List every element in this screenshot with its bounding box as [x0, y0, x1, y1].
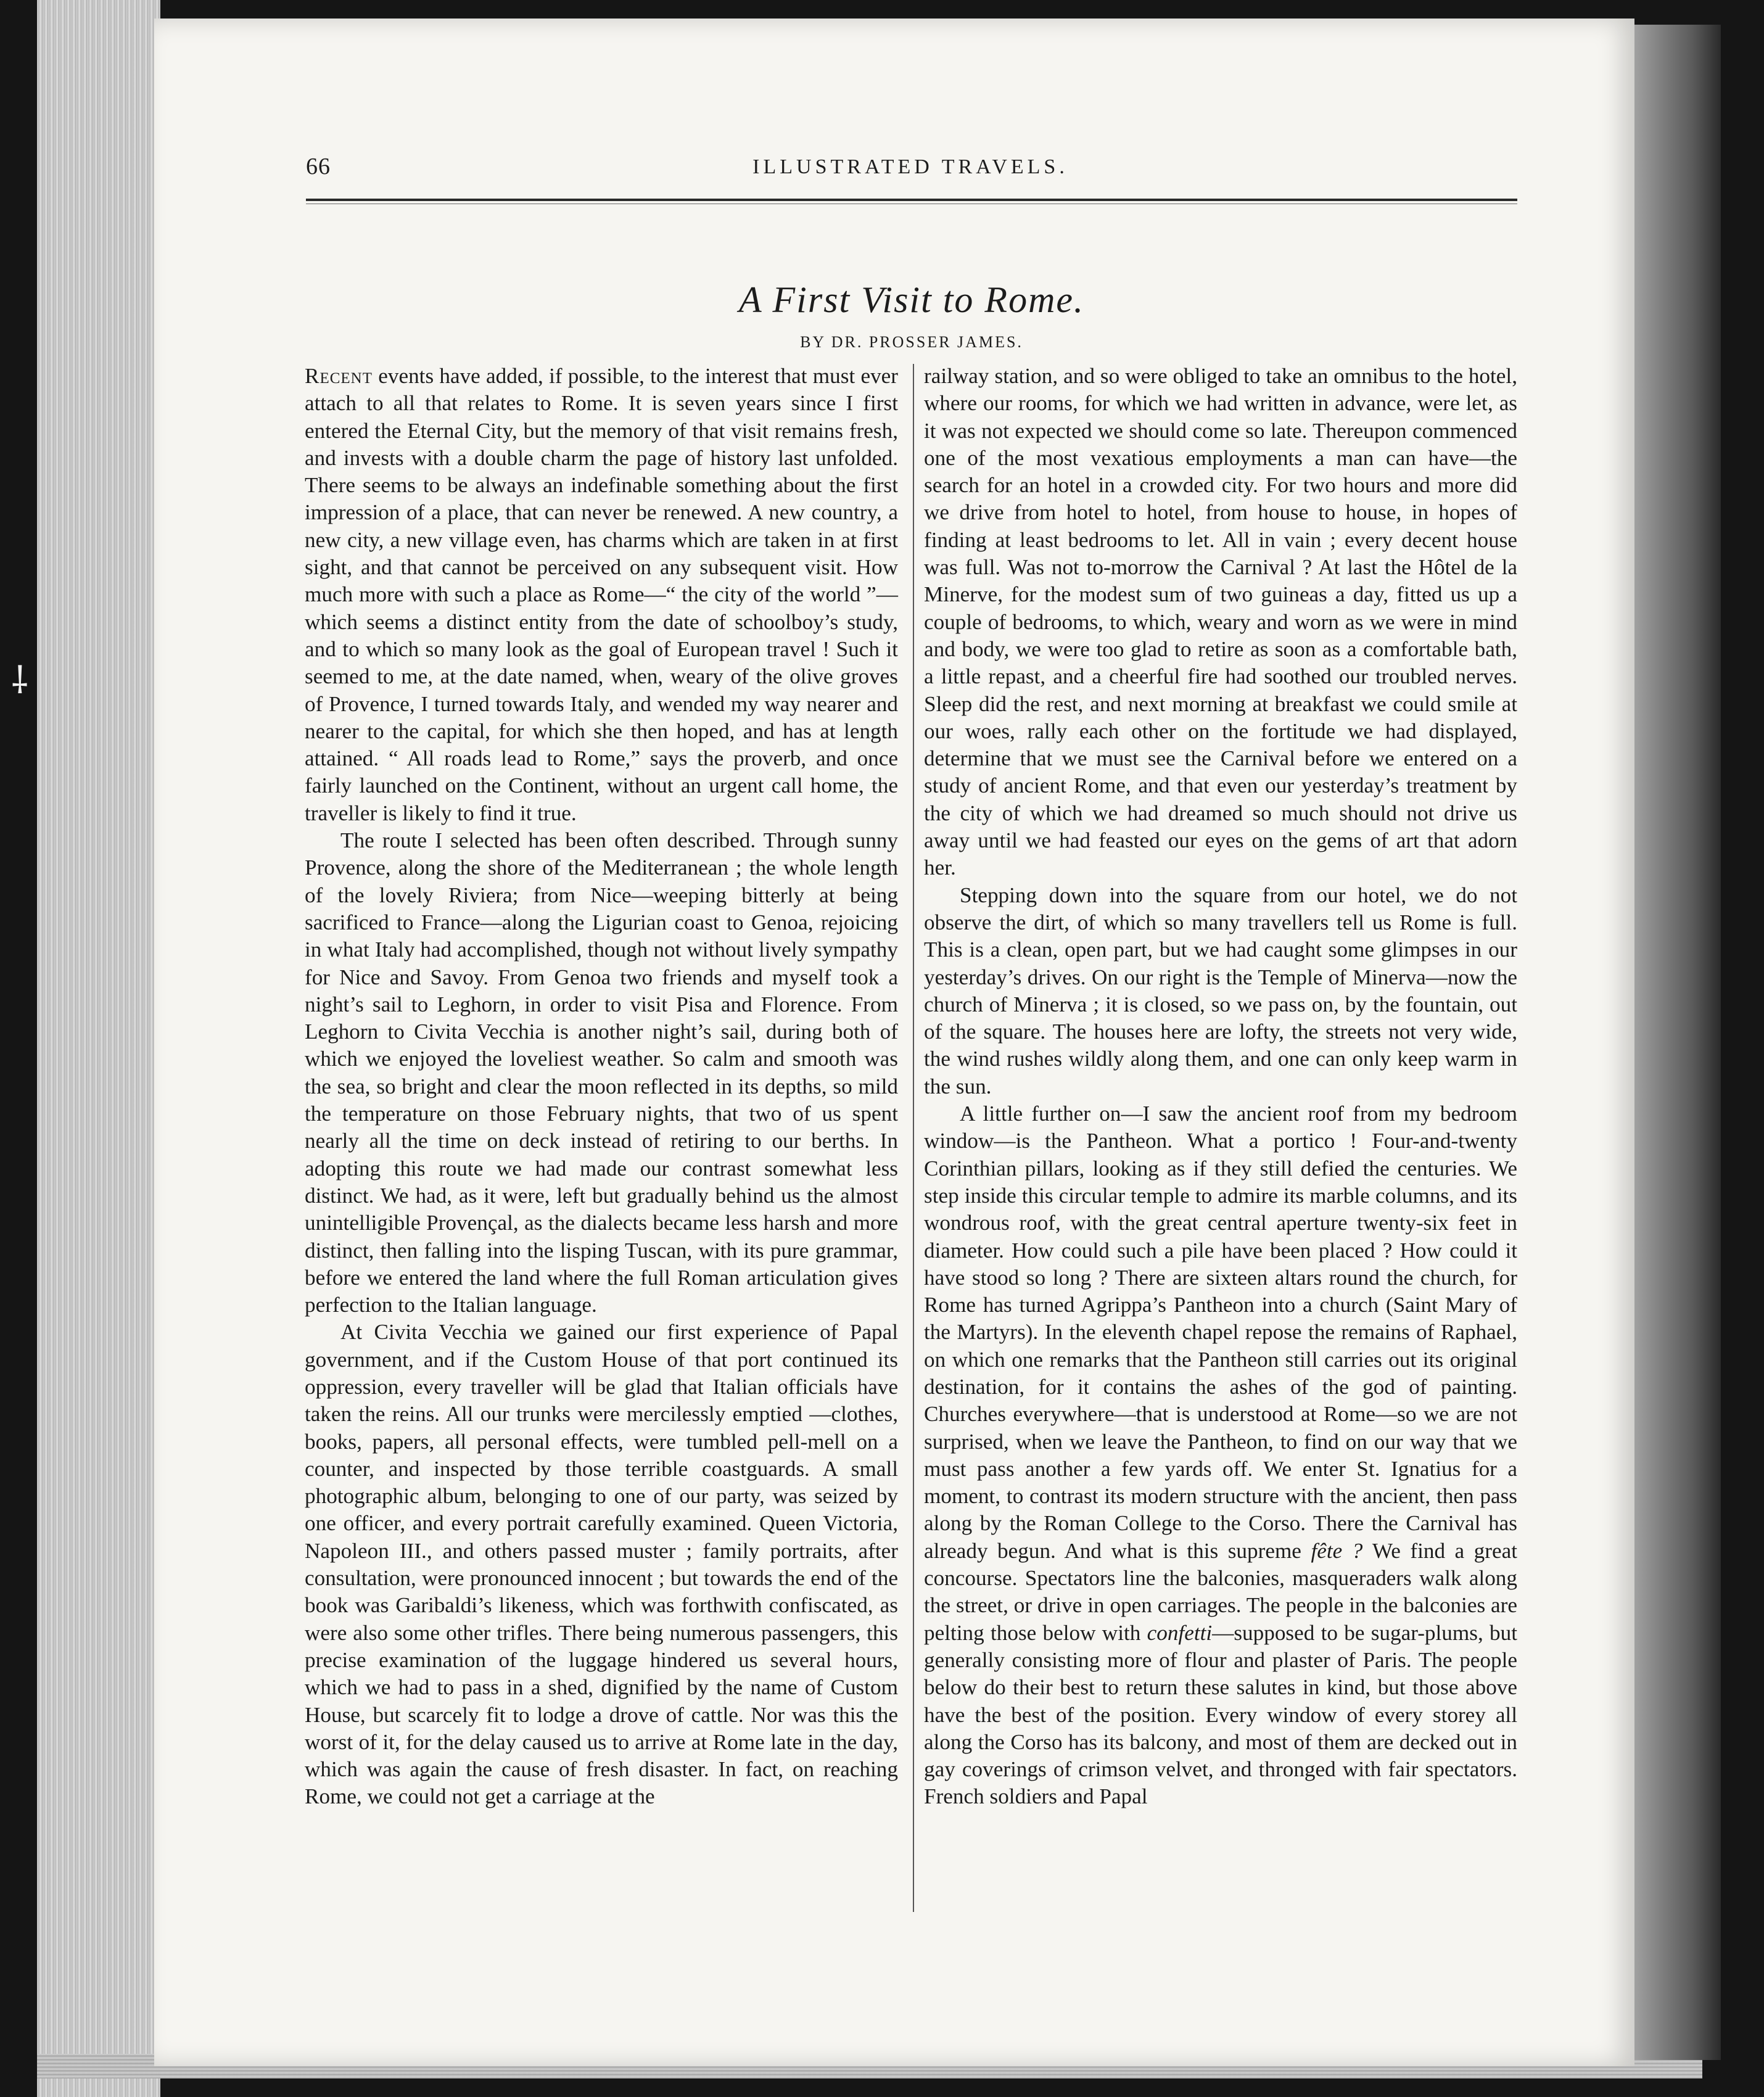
paragraph-text: events have added, if possible, to the interest that must ever attach to all that relates to Rome. It is seven years since I first entered the Eternal City, but the memory of that visit remains fresh, and invests with a double charm the page of history last unfolded. There seems to be always an indefinable something about the first impression of a place, that can never be renewed. A new country, a new city, a new village even, has charms which are taken in at first sight, and that cannot be perceived on any subsequent visit. How much more with such a place as Rome—“ the city of the world ”—which seems a distinct entity from the date of schoolboy’s study, and to which so many look as the goal of European travel ! Such it seemed to me, at the date named, when, weary of the olive groves of Provence, I turned towards Italy, and wended my way nearer and nearer to the capital, for which she then hoped, and has at length attained. “ All roads lead to Rome,” says the proverb, and once fairly launched on the Continent, without an urgent call home, the traveller is likely to find it true.	[305, 364, 898, 825]
book-binding-shadow	[1628, 25, 1721, 2060]
right-column	[924, 363, 1517, 1811]
paragraph	[305, 363, 898, 827]
article-byline: BY DR. PROSSER JAMES.	[800, 333, 1023, 351]
book-page-edges	[37, 0, 160, 2097]
italic-term: fête ?	[1301, 1538, 1372, 1563]
lead-word: Recent	[305, 364, 373, 388]
header-rule	[306, 199, 1517, 201]
paragraph-text: —supposed to be sugar-plums, but generally consisting more of flour and plaster of Paris. The people below do their best to return these salutes in kind, but those above have the best of the position. Every window of every storey all along the Corso has its balcony, and most of them are decked out in gay coverings of crimson velvet, and thronged with fair spectators. French soldiers and Papal	[924, 1620, 1517, 1809]
running-head	[306, 153, 1515, 190]
article-title: A First Visit to Rome.	[738, 279, 1085, 320]
paragraph: At Civita Vecchia we gained our first experience of Papal government, and if the Custom House of that port continued its oppression, every traveller will be glad that Italian officials have taken the reins. All our trunks were mercilessly emptied —clothes, books, papers, all personal effects, were tumbled pell-mell on a counter, and inspected by those terrible coastguards. A small photographic album, belonging to one of our party, was seized by one officer, and every portrait carefully examined. Queen Victoria, Napoleon III., and others passed muster ; family portraits, after consultation, were pronounced innocent ; but towards the end of the book was Garibaldi’s likeness, which was forthwith confiscated, as were also some other trifles. There being numerous passengers, this precise examination of the luggage hindered us several hours, which we had to pass in a shed, dignified by the name of Custom House, but scarcely fit to lodge a drove of cattle. Nor was this the worst of it, for the delay caused us to arrive at Rome late in the day, which was again the cause of fresh disaster. In fact, on reaching Rome, we could not get a carriage at the	[305, 1320, 898, 1809]
paragraph-text: A little further on—I saw the ancient roof from my bedroom window—is the Pantheon. What a portico ! Four-and-twenty Corinthian pillars, looking as if they still defied the centuries. We step inside this circular temple to admire its marble columns, and its wondrous roof, with the great central aperture twenty-six feet in diameter. How could such a pile have been placed ? How could it have stood so long ? There are sixteen altars round the church, for Rome has turned Agrippa’s Pantheon into a church (Saint Mary of the Martyrs). In the eleventh chapel repose the remains of Raphael, on which one remarks that the Pantheon still carries out its original destination, for it contains the ashes of the god of painting. Churches everywhere—that is understood at Rome—so we are not surprised, when we leave the Pantheon, to find on our way that we must pass another a few yards off. We enter St. Ignatius for a moment, to contrast its modern structure with the ancient, then pass along by the Roman College to the Corso. There the Carnival has already begun. And what is this supreme	[924, 1102, 1517, 1563]
paragraph: The route I selected has been often described. Through sunny Provence, along the shore of the Mediterranean ; the whole length of the lovely Riviera; from Nice—weeping bitterly at being sacrificed to France—along the Ligurian coast to Genoa, rejoicing in what Italy had accomplished, though not without lively sympathy for Nice and Savoy. From Genoa two friends and myself took a night’s sail to Leghorn, in order to visit Pisa and Florence. From Leghorn to Civita Vecchia is another night’s sail, during both of which we enjoyed the loveliest weather. So calm and smooth was the sea, so bright and clear the moon reflected in its depths, so mild the temperature on those February nights, that two of us spent nearly all the time on deck instead of retiring to our berths. In adopting this route we had made our contrast somewhat less distinct. We had, as it were, left but gradually behind us the almost unintelligible Provençal, as the dialects became less harsh and more distinct, then falling into the lisping Tuscan, with its pure grammar, before we entered the land where the full Roman articulation gives perfection to the Italian language.	[305, 828, 898, 1317]
journal-title: ILLUSTRATED TRAVELS.	[752, 155, 1068, 178]
paragraph	[924, 1100, 1517, 1811]
paragraph: Stepping down into the square from our hotel, we do not observe the dirt, of which so many travellers tell us Rome is full. This is a clean, open part, but we had caught some glimpses in our yesterday’s drives. On our right is the Temple of Minerva—now the church of Minerva ; it is closed, so we pass on, by the fountain, out of the square. The houses here are lofty, the streets not very wide, the wind rushes wildly along them, and one can only keep warm in the sun.	[924, 883, 1517, 1098]
column-divider	[913, 364, 914, 1912]
scan-artifact-mark: ⸸	[11, 661, 29, 701]
paragraph: railway station, and so were obliged to take an omnibus to the hotel, where our rooms, for which we had written in advance, were let, as it was not expected we should come so late. Thereupon commenced one of the most vexatious employments a man can have—the search for an hotel in a crowded city. For two hours and more did we drive from hotel to hotel, from house to house, in hopes of finding at least bedrooms to let. All in vain ; every decent house was full. Was not to-morrow the Carnival ? At last the Hôtel de la Minerve, for the modest sum of two guineas a day, fitted us up a couple of bedrooms, to which, weary and worn as we were in mind and body, we were too glad to retire as soon as a comfortable bath, a little repast, and a cheerful fire had soothed our troubled nerves. Sleep did the rest, and next morning at breakfast we could smile at our woes, rally each other on the fortitude we had displayed, determine that we must see the Carnival before we entered on a study of ancient Rome, and that even our yesterday’s treatment by the city of which we had dreamed so much should not drive us away until we had feasted our eyes on the gems of art that adorn her.	[924, 364, 1517, 880]
paragraph-text: We find a great concourse. Spectators line the balconies, masqueraders walk along the street, or drive in open carriages. The people in the balconies are pelting those below with	[924, 1538, 1517, 1645]
page-number: 66	[306, 154, 331, 179]
left-column	[305, 363, 898, 1811]
italic-term: confetti	[1147, 1620, 1213, 1645]
